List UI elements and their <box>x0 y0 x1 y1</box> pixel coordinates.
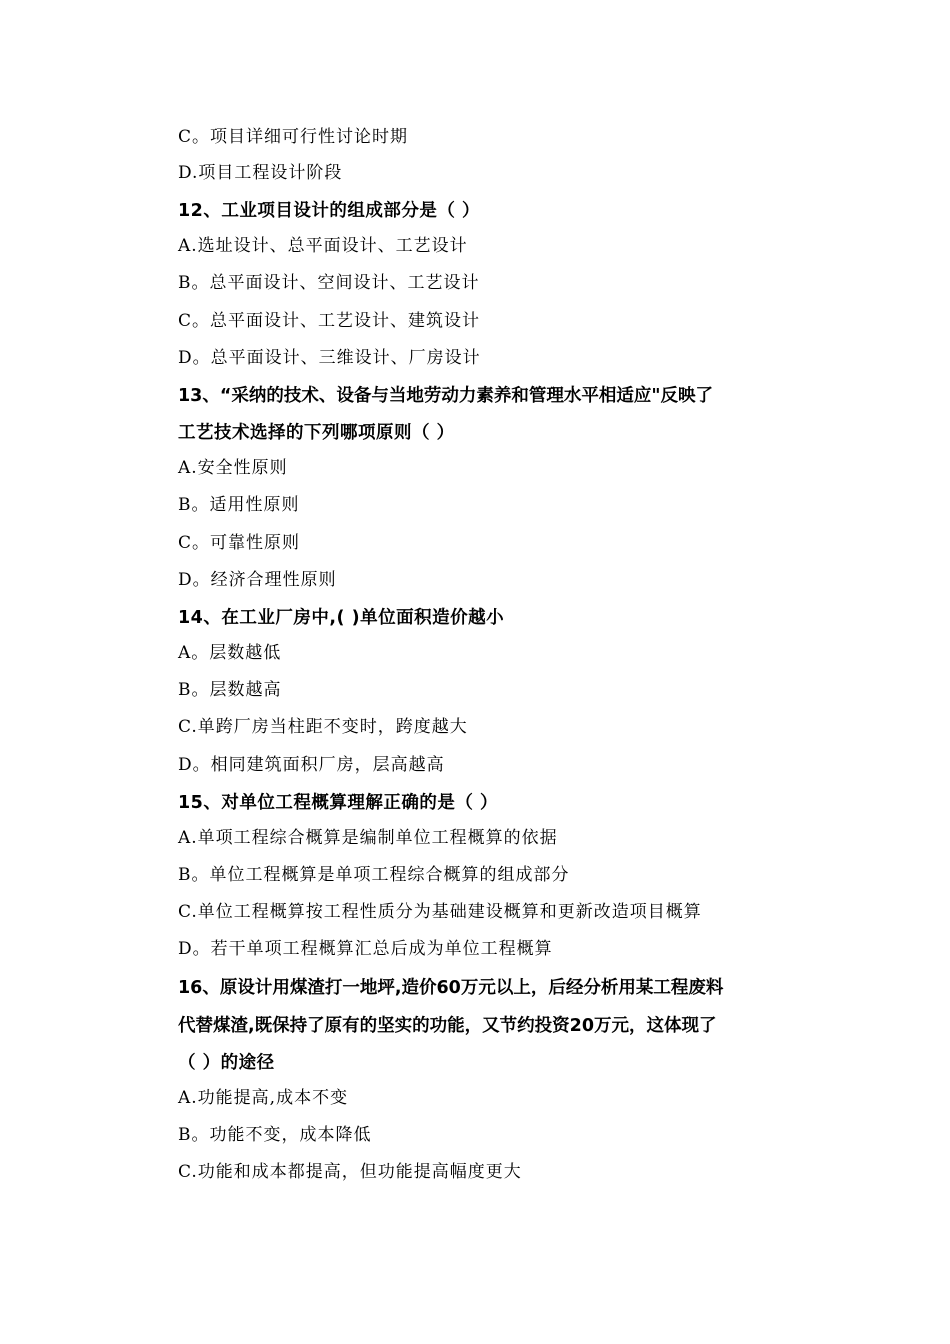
option-14b: B。层数越高 <box>178 680 282 700</box>
option-13c: C。可靠性原则 <box>178 533 301 553</box>
question-16-line-2: 代替煤渣,既保持了原有的坚实的功能，又节约投资20万元，这体现了 <box>178 1016 717 1036</box>
option-15b: B。单位工程概算是单项工程综合概算的组成部分 <box>178 865 570 885</box>
option-16a: A.功能提高,成本不变 <box>178 1088 349 1108</box>
question-16-line-3: （ ）的途径 <box>178 1053 275 1073</box>
option-15d: D。若干单项工程概算汇总后成为单位工程概算 <box>178 939 553 959</box>
question-15: 15、对单位工程概算理解正确的是（ ） <box>178 793 498 813</box>
option-13a: A.安全性原则 <box>178 458 288 478</box>
option-16b: B。功能不变，成本降低 <box>178 1125 372 1145</box>
option-11c: C。项目详细可行性讨论时期 <box>178 127 409 147</box>
question-13-line-2: 工艺技术选择的下列哪项原则（ ） <box>178 423 455 443</box>
option-12d: D。总平面设计、三维设计、厂房设计 <box>178 348 481 368</box>
question-16-line-1: 16、原设计用煤渣打一地坪,造价60万元以上，后经分析用某工程废料 <box>178 978 724 998</box>
option-12a: A.选址设计、总平面设计、工艺设计 <box>178 236 468 256</box>
option-14d: D。相同建筑面积厂房，层高越高 <box>178 755 445 775</box>
option-16c: C.功能和成本都提高，但功能提高幅度更大 <box>178 1162 522 1182</box>
question-13-line-1: 13、“采纳的技术、设备与当地劳动力素养和管理水平相适应"反映了 <box>178 386 713 406</box>
option-14a: A。层数越低 <box>178 643 282 663</box>
option-13b: B。适用性原则 <box>178 495 300 515</box>
question-14: 14、在工业厂房中,( )单位面积造价越小 <box>178 608 505 628</box>
option-14c: C.单跨厂房当柱距不变时，跨度越大 <box>178 717 468 737</box>
option-12b: B。总平面设计、空间设计、工艺设计 <box>178 273 480 293</box>
option-15c: C.单位工程概算按工程性质分为基础建设概算和更新改造项目概算 <box>178 902 702 922</box>
question-12: 12、工业项目设计的组成部分是（ ） <box>178 201 480 221</box>
option-11d: D.项目工程设计阶段 <box>178 163 343 183</box>
option-13d: D。经济合理性原则 <box>178 570 337 590</box>
option-15a: A.单项工程综合概算是编制单位工程概算的依据 <box>178 828 558 848</box>
option-12c: C。总平面设计、工艺设计、建筑设计 <box>178 311 481 331</box>
